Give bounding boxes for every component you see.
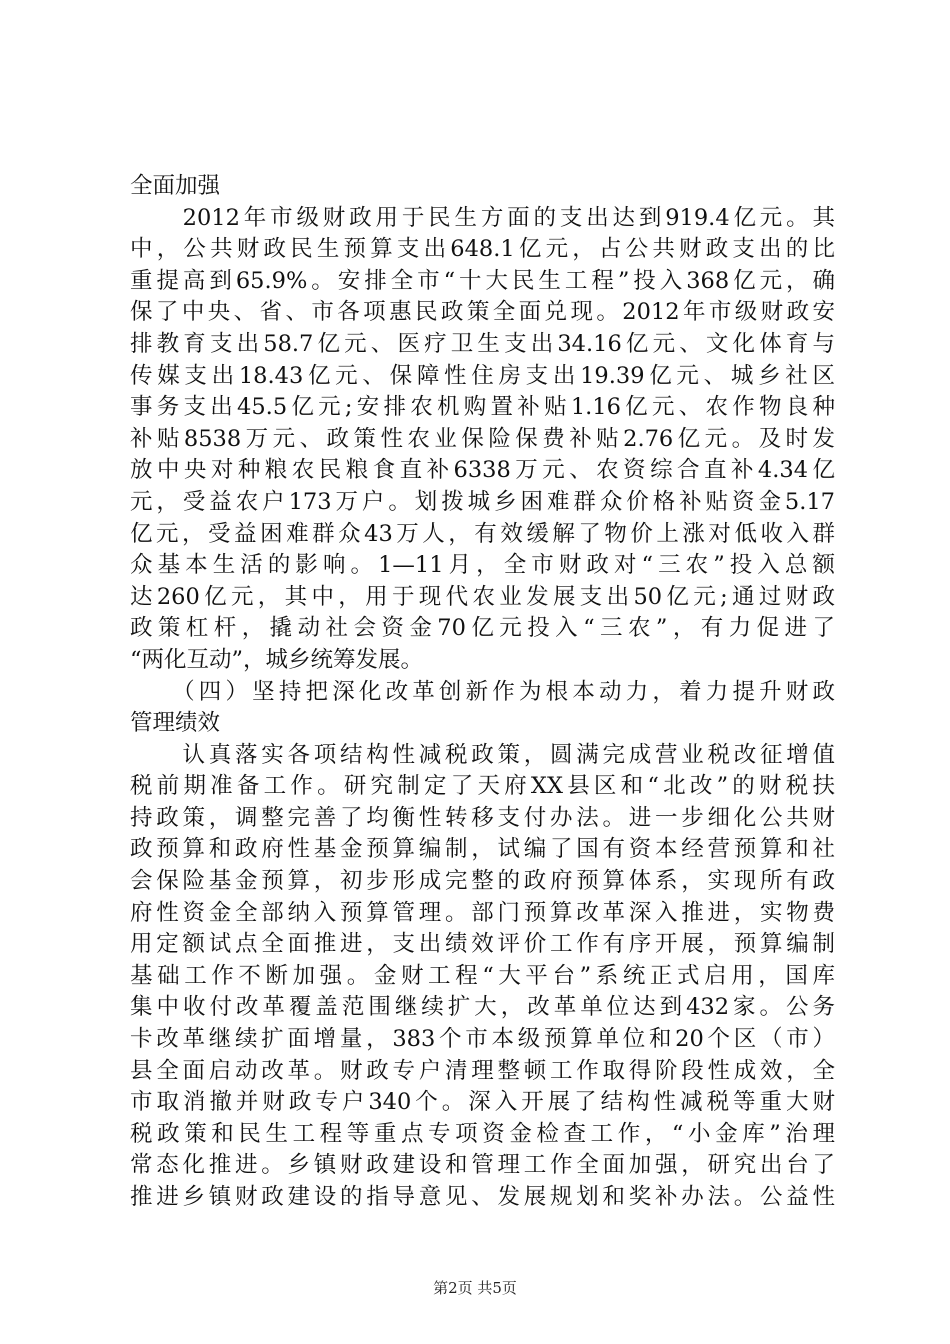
text-line: （四）坚持把深化改革创新作为根本动力，着力提升财政 bbox=[130, 678, 835, 705]
text-line: “两化互动”，城乡统筹发展。 bbox=[130, 646, 424, 673]
text-line: 传媒支出18.43亿元、保障性住房支出19.39亿元、城乡社区 bbox=[130, 362, 835, 389]
text-line: 保了中央、省、市各项惠民政策全面兑现。2012年市级财政安 bbox=[130, 299, 835, 326]
text-line: 税政策和民生工程等重点专项资金检查工作，“小金库”治理 bbox=[130, 1120, 835, 1147]
text-line: 府性资金全部纳入预算管理。部门预算改革深入推进，实物费 bbox=[130, 899, 835, 926]
text-line: 众基本生活的影响。1—11月，全市财政对“三农”投入总额 bbox=[130, 552, 835, 579]
text-line: 中，公共财政民生预算支出648.1亿元，占公共财政支出的比 bbox=[130, 236, 835, 263]
page-number-footer: 第2页 共5页 bbox=[433, 1279, 517, 1297]
text-line: 县全面启动改革。财政专户清理整顿工作取得阶段性成效，全 bbox=[130, 1057, 835, 1084]
text-line: 管理绩效 bbox=[130, 710, 221, 737]
text-line: 亿元，受益困难群众43万人，有效缓解了物价上涨对低收入群 bbox=[130, 520, 835, 547]
text-line: 会保险基金预算，初步形成完整的政府预算体系，实现所有政 bbox=[130, 868, 835, 895]
text-line: 市取消撤并财政专户340个。深入开展了结构性减税等重大财 bbox=[130, 1089, 835, 1116]
text-line: 持政策，调整完善了均衡性转移支付办法。进一步细化公共财 bbox=[130, 804, 835, 831]
text-line: 补贴8538万元、政策性农业保险保费补贴2.76亿元。及时发 bbox=[130, 425, 835, 452]
text-line: 放中央对种粮农民粮食直补6338万元、农资综合直补4.34亿 bbox=[130, 457, 835, 484]
text-line: 税前期准备工作。研究制定了天府XX县区和“北改”的财税扶 bbox=[130, 773, 835, 800]
text-line: 集中收付改革覆盖范围继续扩大，改革单位达到432家。公务 bbox=[130, 994, 835, 1021]
document-body bbox=[130, 171, 835, 1214]
text-line: 认真落实各项结构性减税政策，圆满完成营业税改征增值 bbox=[130, 741, 835, 768]
text-line: 元，受益农户173万户。划拨城乡困难群众价格补贴资金5.17 bbox=[130, 488, 835, 515]
text-line: 排教育支出58.7亿元、医疗卫生支出34.16亿元、文化体育与 bbox=[130, 330, 835, 357]
text-line: 基础工作不断加强。金财工程“大平台”系统正式启用，国库 bbox=[130, 962, 835, 989]
text-line: 政预算和政府性基金预算编制，试编了国有资本经营预算和社 bbox=[130, 836, 835, 863]
text-line: 推进乡镇财政建设的指导意见、发展规划和奖补办法。公益性 bbox=[130, 1184, 835, 1210]
text-line: 全面加强 bbox=[130, 173, 221, 199]
text-line: 达260亿元，其中，用于现代农业发展支出50亿元;通过财政 bbox=[130, 583, 835, 610]
text-line: 卡改革继续扩面增量，383个市本级预算单位和20个区（市） bbox=[130, 1026, 835, 1053]
text-line: 政策杠杆，撬动社会资金70亿元投入“三农”，有力促进了 bbox=[130, 615, 835, 642]
text-line: 2012年市级财政用于民生方面的支出达到919.4亿元。其 bbox=[130, 204, 835, 231]
text-line: 重提高到65.9%。安排全市“十大民生工程”投入368亿元，确 bbox=[130, 267, 835, 294]
text-line: 常态化推进。乡镇财政建设和管理工作全面加强，研究出台了 bbox=[130, 1152, 835, 1179]
text-line: 用定额试点全面推进，支出绩效评价工作有序开展，预算编制 bbox=[130, 931, 835, 958]
text-line: 事务支出45.5亿元;安排农机购置补贴1.16亿元、农作物良种 bbox=[130, 394, 835, 421]
